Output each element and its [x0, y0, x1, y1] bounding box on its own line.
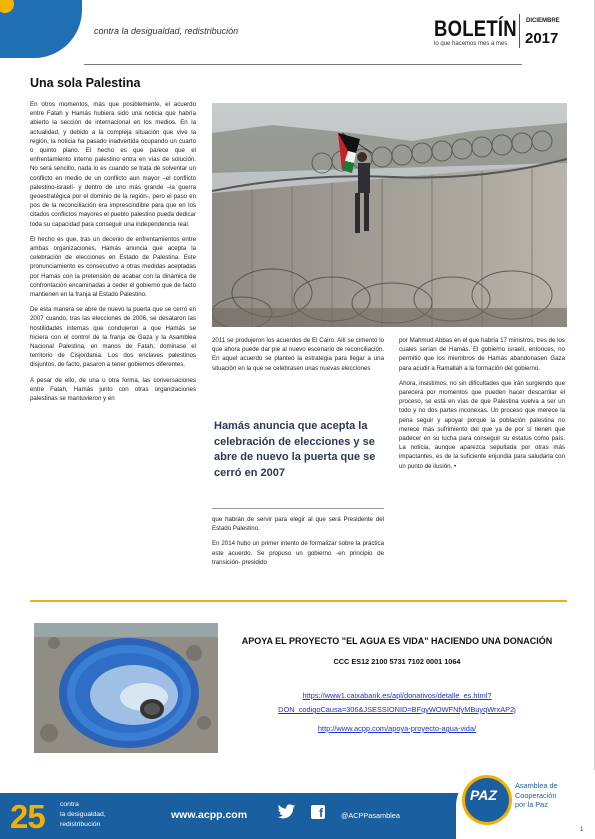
article-column-2-bottom — [212, 515, 384, 573]
article-paragraph: En 2014 hubo un primer intento de formalizar sobre la práctica este acuerdo. Se propuso un gobierno -en principio de transición- presidido — [212, 540, 384, 566]
paz-logo-text: PAZ — [470, 787, 497, 803]
barrel-photo-illustration — [34, 623, 218, 753]
page-number: 1 — [580, 827, 584, 833]
donation-title: APOYA EL PROYECTO "EL AGUA ES VIDA" HACIENDO UNA DONACIÓN — [241, 636, 553, 646]
pull-quote: Hamás anuncia que acepta la celebración de elecciones y se abre de nuevo la puerta que se cerró en 2007 — [214, 420, 376, 479]
org-name-line: Cooperación — [515, 790, 557, 800]
article-paragraph: A pesar de ello, de una u otra forma, las conversaciones entre Fatah, Hamás junto con otras organizaciones palestinas se mantuvieron y en — [30, 376, 196, 403]
org-name — [515, 781, 558, 810]
article-paragraph: De esta manera se abre de nuevo la puerta que se cerró en 2007 cuando, tras las elecciones de 2006, se desataron las hostilidades internas que condujeron a que Hamás se hiciera con el control de la franja de Gaza y la Asamblea Nacional Palestina, en manos de Fatah, dominase el territorio de Cisjordania. Los dos enclaves palestinos disjuntos, de facto, pasaron a tener gobiernos diferentes. — [30, 306, 196, 369]
twitter-icon[interactable] — [277, 804, 296, 820]
section-divider — [30, 600, 567, 602]
article-title: Una sola Palestina — [30, 76, 141, 90]
article-column-3 — [399, 336, 565, 477]
donation-link-caixabank[interactable]: https://www1.caixabank.es/apl/donativos/detalle_es.html? — [302, 691, 492, 700]
footer-twitter-handle[interactable]: @ACPPasamblea — [341, 811, 400, 820]
article-paragraph: que habrán de servir para elegir al que será Presidente del Estado Palestino. — [212, 516, 384, 533]
brand-tagline: lo que hacemos mes a mes — [434, 41, 508, 47]
water-barrel-photo — [34, 623, 218, 753]
footer-anniversary-number: 25 — [10, 798, 45, 835]
header-divider — [84, 64, 522, 65]
article-paragraph: por Mahmud Abbas en el que habría 17 ministros, tres de los cuales serían de Hamás. El gobierno israelí, entonces, no permitió que los miembros de Hamás abandonasen Gaza para acudir a Ramallah a la formación del gobierno. — [399, 337, 565, 372]
footer-slogan-line: contra — [60, 801, 79, 808]
facebook-icon[interactable]: f — [311, 805, 325, 819]
brand-title: BOLETÍN — [434, 16, 517, 41]
issue-year: 2017 — [525, 30, 559, 47]
article-paragraph: Ahora, insistimos, no sin dificultades que irán surgiendo que parecerá por momentos que pueden hacer descarrilar el proceso, se está en vías de que Palestina vuelva a ser un todo y no dos partes inconexas. Un proceso que merece la pena seguir y apoyar porque la población palestina no merece más sufrimiento del que ya de por sí tienen que padecer en su lucha para conseguir su estatus como país. La noticia, aunque aparezca sepultada por otras más impactantes, es de la suficiente enjundia para saludarla con un punto de ilusión. • — [399, 379, 565, 470]
org-name-line: por la Paz — [515, 800, 548, 809]
palestine-wall-photo — [212, 103, 567, 327]
article-paragraph: 2011 se produjeron los acuerdos de El Cairo. Allí se cimentó lo que ahora puede dar pie al nuevo escenario de reconciliación. En aquel acuerdo se planteó la estrategia para llegar a una situación en la que se celebrasen unas nuevas elecciones — [212, 337, 384, 372]
brand-divider — [519, 14, 520, 48]
donation-link-acpp[interactable]: http://www.acpp.com/apoya-proyecto-agua-vida/ — [317, 724, 477, 733]
wall-photo-illustration — [212, 103, 567, 327]
header-subtitle: contra la desigualdad, redistribución — [94, 26, 239, 36]
footer-slogan — [60, 800, 106, 830]
article-paragraph: El hecho es que, tras un decenio de enfrentamientos entre ambas organizaciones, Hamás anuncia que acepta la celebración de elecciones en Estado de Palestina. Este pronunciamiento es consecutivo a otras medidas aceptadas por Hamás con la pretensión de acabar con la dinámica de confrontación encaminadas a ceder el gobierno que de facto mantienen en la franja al Estado Palestino. — [30, 235, 196, 299]
footer-slogan-line: la desigualdad, — [60, 811, 106, 818]
donation-account: CCC ES12 2100 5731 7102 0001 1064 — [333, 657, 461, 666]
pull-quote-rule — [212, 508, 384, 509]
footer-slogan-line: redistribución — [60, 821, 101, 828]
donation-link-caixabank-cont[interactable]: DON_codigoCausa=306&JSESSIONID=BFgyWOWFNfyMBuyqWrxAP2j — [278, 705, 516, 714]
footer-website-link[interactable]: www.acpp.com — [171, 809, 248, 821]
sun-dot-icon — [0, 0, 14, 13]
article-column-2-top — [212, 336, 384, 379]
corner-logo-badge — [0, 0, 82, 58]
article-column-1 — [30, 100, 196, 409]
article-paragraph: En otros momentos, más que posiblemente, el acuerdo entre Fatah y Hamás hubiera sido una noticia que habría abierto la sección de internacional en los medios. En la actualidad, y debido a la compleja situación que vive la región, la noticia ha pasado inadvertida ocupando un cuarto o quinto plano. El hecho es que parece que el enfrentamiento interno palestino entra en vías de solución. No será sencillo, nada lo es cuando se trata de solventar un conflicto en medio de un conflicto aun mayor –el conflicto palestino-israelí- y dentro de uno más grande –la guerra geoestratégica por el dominio de la región-, pero el paso en pos de la reconciliación era imprescindible para que en los citados conflictos mayores el pueblo palestino pueda dedicar toda su capacidad para conseguir una independencia real. — [30, 101, 196, 228]
org-name-line: Asamblea de — [515, 781, 558, 790]
issue-month: DICIEMBRE — [526, 18, 560, 24]
